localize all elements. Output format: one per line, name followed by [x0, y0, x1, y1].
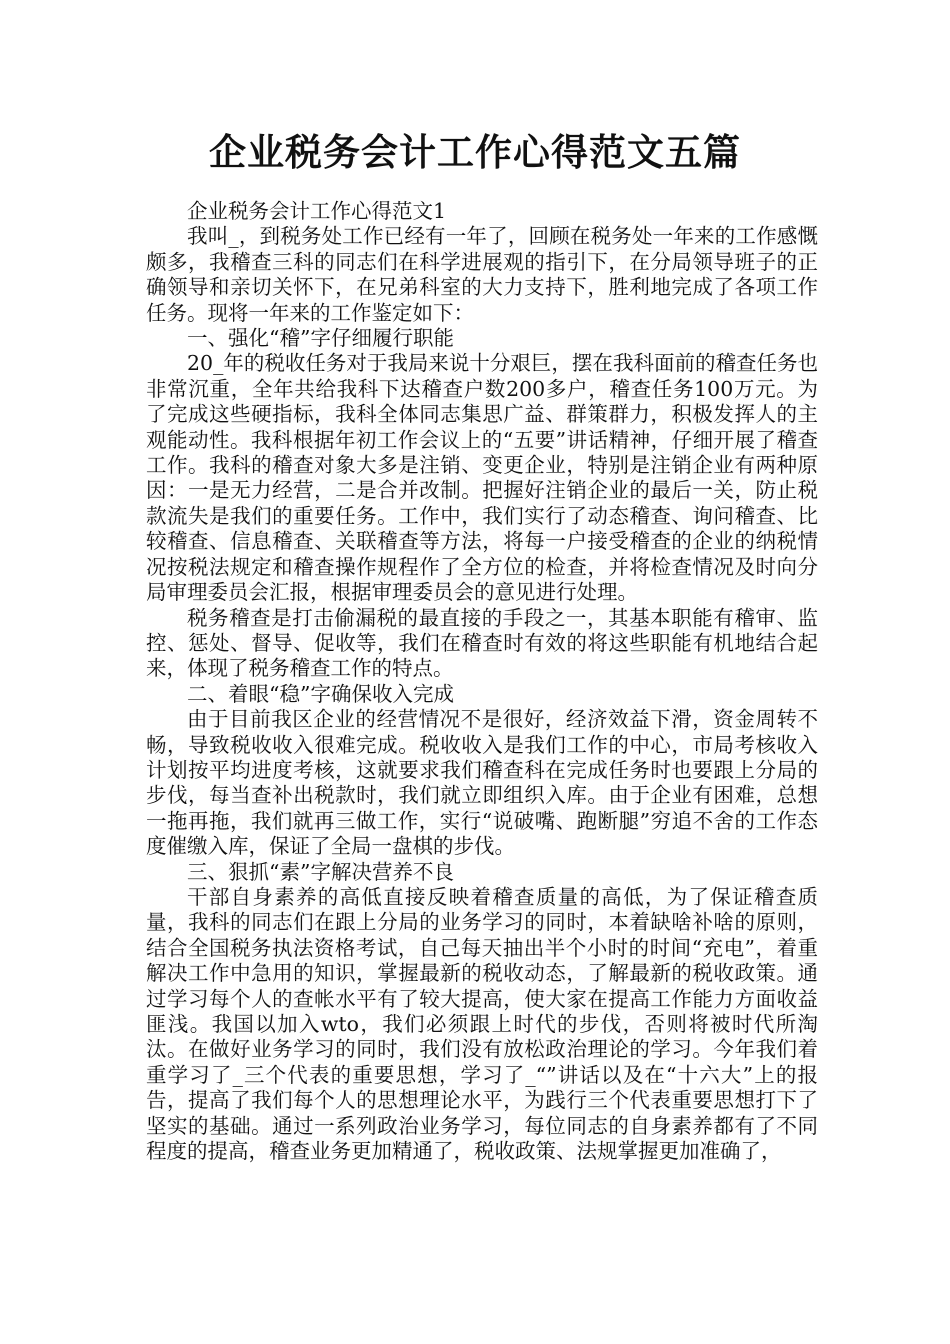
body-paragraph: 20_年的税收任务对于我局来说十分艰巨，摆在我科面前的稽查任务也非常沉重，全年共给我科下达稽查户数200多户，稽查任务100万元。为了完成这些硬指标，我科全体同志集思广益、群策群力，积极发挥人的主观能动性。我科根据年初工作会议上的“五要”讲话精神，仔细开展了稽查工作。我科的稽查对象大多是注销、变更企业，特别是注销企业有两种原因：一是无力经营，二是合并改制。把握好注销企业的最后一关，防止税款流失是我们的重要任务。工作中，我们实行了动态稽查、询问稽查、比较稽查、信息稽查、关联稽查等方法，将每一户接受稽查的企业的纳税情况按税法规定和稽查操作规程作了全方位的检查，并将检查情况及时向分局审理委员会汇报，根据审理委员会的意见进行处理。	[146, 351, 818, 605]
body-paragraph: 我叫_，到税务处工作已经有一年了，回顾在税务处一年来的工作感慨颇多，我稽查三科的同志们在科学进展观的指引下，在分局领导班子的正确领导和亲切关怀下，在兄弟科室的大力支持下，胜利地完成了各项工作任务。现将一年来的工作鉴定如下：	[146, 224, 818, 325]
document-title: 企业税务会计工作心得范文五篇	[209, 130, 741, 174]
section-heading: 三、狠抓“素”字解决营养不良	[187, 859, 454, 884]
section-heading: 企业税务会计工作心得范文1	[187, 199, 447, 223]
section-heading: 二、着眼“稳”字确保收入完成	[187, 681, 454, 706]
document-body	[146, 199, 818, 1164]
body-paragraph: 干部自身素养的高低直接反映着稽查质量的高低，为了保证稽查质量，我科的同志们在跟上分局的业务学习的同时，本着缺啥补啥的原则，结合全国税务执法资格考试，自己每天抽出半个小时的时间“充电”，着重解决工作中急用的知识，掌握最新的税收动态，了解最新的税收政策。通过学习每个人的查帐水平有了较大提高，使大家在提高工作能力方面收益匪浅。我国以加入wto，我们必须跟上时代的步伐，否则将被时代所淘汰。在做好业务学习的同时，我们没有放松政治理论的学习。今年我们着重学习了_三个代表的重要思想，学习了_“”讲话以及在“十六大”上的报告，提高了我们每个人的思想理论水平，为践行三个代表重要思想打下了坚实的基础。通过一系列政治业务学习，每位同志的自身素养都有了不同程度的提高，稽查业务更加精通了，税收政策、法规掌握更加准确了，	[146, 884, 818, 1164]
body-paragraph: 由于目前我区企业的经营情况不是很好，经济效益下滑，资金周转不畅，导致税收收入很难完成。税收收入是我们工作的中心，市局考核收入计划按平均进度考核，这就要求我们稽查科在完成任务时也要跟上分局的步伐，每当查补出税款时，我们就立即组织入库。由于企业有困难，总想一拖再拖，我们就再三做工作，实行“说破嘴、跑断腿”穷追不舍的工作态度催缴入库，保证了全局一盘棋的步伐。	[146, 707, 818, 859]
section-heading: 一、强化“稽”字仔细履行职能	[187, 326, 454, 351]
body-paragraph: 税务稽查是打击偷漏税的最直接的手段之一，其基本职能有稽审、监控、惩处、督导、促收等，我们在稽查时有效的将这些职能有机地结合起来，体现了税务稽查工作的特点。	[146, 605, 818, 681]
